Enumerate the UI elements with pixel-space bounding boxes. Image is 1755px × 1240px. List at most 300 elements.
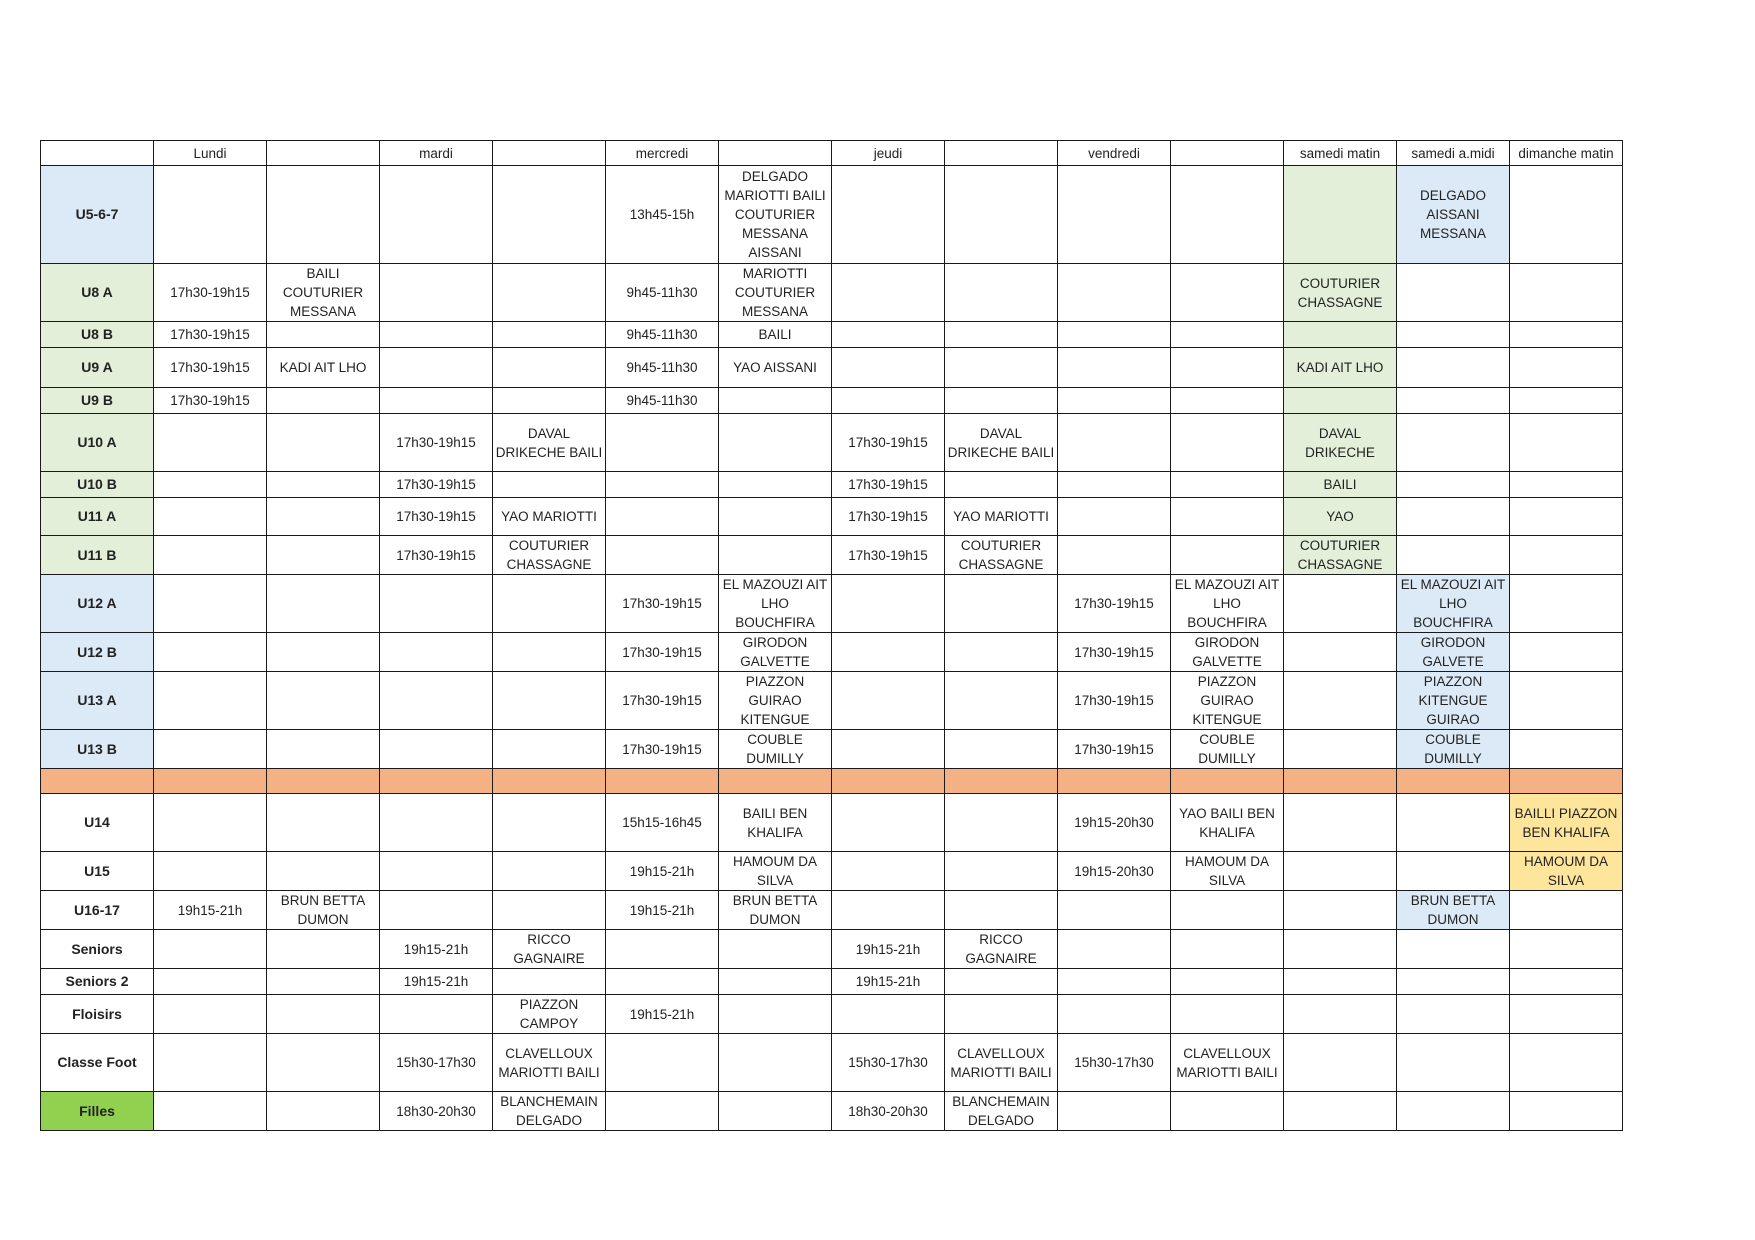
schedule-cell: DAVAL DRIKECHE: [1284, 414, 1397, 472]
team-label: U9 B: [41, 388, 154, 414]
schedule-cell: [154, 575, 267, 633]
schedule-cell: GIRODON GALVETTE: [719, 633, 832, 672]
schedule-cell: 19h15-21h: [606, 852, 719, 891]
schedule-cell: 19h15-21h: [380, 930, 493, 969]
schedule-cell: 18h30-20h30: [380, 1092, 493, 1131]
schedule-cell: [945, 633, 1058, 672]
schedule-cell: [154, 633, 267, 672]
schedule-cell: [267, 794, 380, 852]
schedule-cell: RICCO GAGNAIRE: [493, 930, 606, 969]
schedule-cell: EL MAZOUZI AIT LHO BOUCHFIRA: [719, 575, 832, 633]
schedule-cell: 17h30-19h15: [606, 730, 719, 769]
schedule-cell: [719, 498, 832, 536]
team-label: U10 B: [41, 472, 154, 498]
schedule-cell: [719, 969, 832, 995]
schedule-cell: [606, 969, 719, 995]
table-row: [41, 1034, 1623, 1092]
schedule-cell: BAILI: [1284, 472, 1397, 498]
schedule-cell: 17h30-19h15: [606, 672, 719, 730]
column-header: jeudi: [832, 141, 945, 166]
schedule-cell: 9h45-11h30: [606, 264, 719, 322]
schedule-cell: [1284, 995, 1397, 1034]
schedule-cell: [832, 995, 945, 1034]
schedule-cell: [1284, 930, 1397, 969]
schedule-cell: [945, 769, 1058, 794]
schedule-cell: [1510, 891, 1623, 930]
schedule-cell: [945, 575, 1058, 633]
schedule-cell: [1171, 930, 1284, 969]
schedule-cell: [267, 414, 380, 472]
schedule-cell: [1510, 472, 1623, 498]
schedule-cell: [267, 322, 380, 348]
schedule-cell: [267, 995, 380, 1034]
table-row: [41, 794, 1623, 852]
schedule-cell: [1510, 930, 1623, 969]
schedule-cell: [267, 536, 380, 575]
schedule-cell: [1510, 1034, 1623, 1092]
schedule-cell: [719, 1092, 832, 1131]
schedule-cell: [1397, 930, 1510, 969]
schedule-cell: 17h30-19h15: [380, 536, 493, 575]
schedule-cell: [1397, 769, 1510, 794]
schedule-cell: [1510, 388, 1623, 414]
schedule-cell: 17h30-19h15: [154, 348, 267, 388]
schedule-cell: [493, 166, 606, 264]
schedule-cell: [832, 891, 945, 930]
schedule-cell: BAILI COUTURIER MESSANA: [267, 264, 380, 322]
schedule-cell: [1510, 730, 1623, 769]
schedule-cell: [1058, 388, 1171, 414]
schedule-cell: [832, 852, 945, 891]
schedule-cell: BLANCHEMAIN DELGADO: [945, 1092, 1058, 1131]
schedule-cell: [1058, 891, 1171, 930]
schedule-cell: [1058, 995, 1171, 1034]
schedule-cell: CLAVELLOUX MARIOTTI BAILI: [493, 1034, 606, 1092]
schedule-cell: 17h30-19h15: [1058, 633, 1171, 672]
schedule-cell: [154, 414, 267, 472]
schedule-cell: 17h30-19h15: [380, 414, 493, 472]
schedule-cell: 9h45-11h30: [606, 348, 719, 388]
schedule-cell: [1171, 769, 1284, 794]
column-header: Lundi: [154, 141, 267, 166]
schedule-cell: [719, 414, 832, 472]
schedule-cell: RICCO GAGNAIRE: [945, 930, 1058, 969]
schedule-cell: [267, 472, 380, 498]
schedule-cell: [1284, 388, 1397, 414]
schedule-cell: YAO: [1284, 498, 1397, 536]
schedule-cell: [267, 388, 380, 414]
schedule-cell: BRUN BETTA DUMON: [1397, 891, 1510, 930]
schedule-cell: [719, 472, 832, 498]
schedule-cell: [1510, 672, 1623, 730]
schedule-cell: [493, 575, 606, 633]
schedule-cell: [1284, 852, 1397, 891]
schedule-cell: COUBLE DUMILLY: [1171, 730, 1284, 769]
schedule-cell: [945, 794, 1058, 852]
schedule-cell: [493, 852, 606, 891]
schedule-cell: [945, 322, 1058, 348]
team-label: U11 A: [41, 498, 154, 536]
schedule-cell: YAO AISSANI: [719, 348, 832, 388]
schedule-cell: HAMOUM DA SILVA: [1510, 852, 1623, 891]
schedule-cell: BRUN BETTA DUMON: [719, 891, 832, 930]
team-label: U16-17: [41, 891, 154, 930]
table-row: [41, 166, 1623, 264]
schedule-cell: YAO MARIOTTI: [493, 498, 606, 536]
schedule-cell: [154, 166, 267, 264]
schedule-cell: 17h30-19h15: [154, 322, 267, 348]
team-label: U8 B: [41, 322, 154, 348]
schedule-cell: HAMOUM DA SILVA: [1171, 852, 1284, 891]
schedule-cell: [1284, 575, 1397, 633]
schedule-cell: [267, 930, 380, 969]
schedule-cell: 17h30-19h15: [1058, 672, 1171, 730]
schedule-cell: [606, 472, 719, 498]
schedule-cell: COUTURIER CHASSAGNE: [493, 536, 606, 575]
schedule-cell: [1171, 322, 1284, 348]
schedule-cell: 19h15-20h30: [1058, 852, 1171, 891]
schedule-cell: CLAVELLOUX MARIOTTI BAILI: [1171, 1034, 1284, 1092]
schedule-cell: [154, 1034, 267, 1092]
table-row: [41, 730, 1623, 769]
schedule-cell: 17h30-19h15: [606, 633, 719, 672]
schedule-cell: [1510, 1092, 1623, 1131]
schedule-cell: [1510, 348, 1623, 388]
schedule-cell: 19h15-21h: [832, 969, 945, 995]
schedule-cell: 17h30-19h15: [154, 388, 267, 414]
schedule-cell: [1510, 769, 1623, 794]
schedule-cell: [1397, 322, 1510, 348]
schedule-cell: [606, 1092, 719, 1131]
schedule-cell: DELGADO MARIOTTI BAILI COUTURIER MESSANA AISSANI: [719, 166, 832, 264]
schedule-cell: [380, 672, 493, 730]
schedule-cell: 17h30-19h15: [380, 498, 493, 536]
schedule-cell: [832, 769, 945, 794]
schedule-cell: [1510, 633, 1623, 672]
schedule-cell: [606, 414, 719, 472]
column-header: [719, 141, 832, 166]
schedule-cell: [606, 536, 719, 575]
schedule-cell: [493, 891, 606, 930]
schedule-cell: [1284, 322, 1397, 348]
table-row: [41, 633, 1623, 672]
column-header: [41, 141, 154, 166]
schedule-cell: [380, 891, 493, 930]
schedule-cell: [1058, 930, 1171, 969]
schedule-cell: [380, 264, 493, 322]
team-label: Filles: [41, 1092, 154, 1131]
column-header: [267, 141, 380, 166]
schedule-cell: YAO MARIOTTI: [945, 498, 1058, 536]
schedule-cell: [380, 633, 493, 672]
schedule-cell: [1284, 633, 1397, 672]
table-row: [41, 969, 1623, 995]
schedule-cell: GIRODON GALVETE: [1397, 633, 1510, 672]
schedule-cell: [154, 536, 267, 575]
schedule-cell: [1397, 794, 1510, 852]
schedule-cell: [154, 769, 267, 794]
schedule-cell: [1171, 536, 1284, 575]
schedule-cell: 15h15-16h45: [606, 794, 719, 852]
column-header: samedi matin: [1284, 141, 1397, 166]
schedule-cell: [1397, 1092, 1510, 1131]
schedule-cell: [945, 348, 1058, 388]
schedule-cell: [606, 769, 719, 794]
team-label: U8 A: [41, 264, 154, 322]
schedule-cell: [1397, 414, 1510, 472]
schedule-cell: [945, 166, 1058, 264]
schedule-cell: BRUN BETTA DUMON: [267, 891, 380, 930]
schedule-cell: [719, 536, 832, 575]
table-row: [41, 575, 1623, 633]
schedule-cell: [493, 672, 606, 730]
training-schedule-table: [40, 140, 1623, 1131]
schedule-cell: HAMOUM DA SILVA: [719, 852, 832, 891]
column-header: dimanche matin: [1510, 141, 1623, 166]
team-label: [41, 769, 154, 794]
schedule-cell: [154, 472, 267, 498]
schedule-cell: DELGADO AISSANI MESSANA: [1397, 166, 1510, 264]
schedule-cell: [1058, 1092, 1171, 1131]
schedule-cell: [1058, 769, 1171, 794]
schedule-cell: 17h30-19h15: [1058, 575, 1171, 633]
schedule-cell: [1510, 264, 1623, 322]
schedule-cell: PIAZZON GUIRAO KITENGUE: [1171, 672, 1284, 730]
column-header: mercredi: [606, 141, 719, 166]
schedule-cell: 19h15-21h: [154, 891, 267, 930]
schedule-cell: [267, 769, 380, 794]
schedule-cell: EL MAZOUZI AIT LHO BOUCHFIRA: [1397, 575, 1510, 633]
schedule-cell: [380, 322, 493, 348]
schedule-cell: [832, 388, 945, 414]
schedule-cell: [1171, 1092, 1284, 1131]
schedule-cell: [380, 730, 493, 769]
schedule-cell: [1171, 388, 1284, 414]
schedule-cell: [1058, 536, 1171, 575]
schedule-cell: 19h15-21h: [832, 930, 945, 969]
separator-row: [41, 769, 1623, 794]
schedule-cell: PIAZZON GUIRAO KITENGUE: [719, 672, 832, 730]
schedule-cell: [945, 969, 1058, 995]
schedule-cell: DAVAL DRIKECHE BAILI: [945, 414, 1058, 472]
schedule-cell: COUBLE DUMILLY: [719, 730, 832, 769]
schedule-cell: YAO BAILI BEN KHALIFA: [1171, 794, 1284, 852]
table-row: [41, 264, 1623, 322]
table-row: [41, 348, 1623, 388]
schedule-cell: 13h45-15h: [606, 166, 719, 264]
schedule-cell: [832, 794, 945, 852]
schedule-cell: BLANCHEMAIN DELGADO: [493, 1092, 606, 1131]
schedule-cell: [1510, 166, 1623, 264]
schedule-cell: [1397, 264, 1510, 322]
schedule-cell: [1397, 1034, 1510, 1092]
schedule-cell: 19h15-20h30: [1058, 794, 1171, 852]
schedule-cell: [945, 995, 1058, 1034]
schedule-cell: [267, 575, 380, 633]
schedule-cell: [832, 633, 945, 672]
schedule-cell: [1058, 166, 1171, 264]
schedule-cell: [832, 575, 945, 633]
schedule-cell: [945, 730, 1058, 769]
schedule-cell: [945, 891, 1058, 930]
schedule-cell: [154, 498, 267, 536]
column-header: [493, 141, 606, 166]
team-label: U12 B: [41, 633, 154, 672]
schedule-cell: [832, 322, 945, 348]
schedule-cell: COUTURIER CHASSAGNE: [945, 536, 1058, 575]
schedule-cell: [380, 388, 493, 414]
table-row: [41, 536, 1623, 575]
schedule-cell: [380, 348, 493, 388]
table-row: [41, 322, 1623, 348]
schedule-cell: 17h30-19h15: [380, 472, 493, 498]
schedule-cell: BAILI: [719, 322, 832, 348]
schedule-cell: [493, 969, 606, 995]
schedule-cell: [832, 166, 945, 264]
schedule-cell: EL MAZOUZI AIT LHO BOUCHFIRA: [1171, 575, 1284, 633]
team-label: U13 A: [41, 672, 154, 730]
schedule-cell: [380, 166, 493, 264]
schedule-cell: [380, 852, 493, 891]
schedule-cell: [1510, 498, 1623, 536]
schedule-cell: [154, 730, 267, 769]
schedule-cell: 17h30-19h15: [832, 414, 945, 472]
schedule-cell: [1171, 498, 1284, 536]
table-row: [41, 672, 1623, 730]
schedule-cell: [1284, 672, 1397, 730]
table-row: [41, 995, 1623, 1034]
column-header: vendredi: [1058, 141, 1171, 166]
header-row: [41, 141, 1623, 166]
table-row: [41, 852, 1623, 891]
team-label: Floisirs: [41, 995, 154, 1034]
schedule-cell: [1171, 264, 1284, 322]
schedule-cell: [1397, 969, 1510, 995]
schedule-cell: [1510, 414, 1623, 472]
schedule-cell: [945, 672, 1058, 730]
schedule-cell: [1284, 1034, 1397, 1092]
schedule-cell: 17h30-19h15: [1058, 730, 1171, 769]
schedule-cell: [1284, 891, 1397, 930]
schedule-cell: [493, 633, 606, 672]
schedule-cell: [1510, 969, 1623, 995]
schedule-cell: [267, 633, 380, 672]
schedule-cell: [606, 1034, 719, 1092]
schedule-cell: [493, 794, 606, 852]
schedule-cell: [1397, 536, 1510, 575]
schedule-cell: [832, 672, 945, 730]
schedule-cell: [945, 472, 1058, 498]
schedule-cell: [832, 730, 945, 769]
schedule-cell: [1397, 348, 1510, 388]
schedule-cell: [1058, 264, 1171, 322]
schedule-cell: [945, 264, 1058, 322]
schedule-cell: [267, 1092, 380, 1131]
schedule-cell: [154, 1092, 267, 1131]
schedule-cell: [493, 769, 606, 794]
schedule-cell: [493, 730, 606, 769]
schedule-cell: 15h30-17h30: [1058, 1034, 1171, 1092]
schedule-cell: [719, 995, 832, 1034]
schedule-cell: [267, 166, 380, 264]
table-row: [41, 388, 1623, 414]
schedule-cell: [1171, 472, 1284, 498]
schedule-cell: [380, 794, 493, 852]
schedule-cell: [1510, 995, 1623, 1034]
schedule-cell: [380, 995, 493, 1034]
schedule-cell: [267, 969, 380, 995]
schedule-cell: 18h30-20h30: [832, 1092, 945, 1131]
schedule-cell: MARIOTTI COUTURIER MESSANA: [719, 264, 832, 322]
team-label: U10 A: [41, 414, 154, 472]
schedule-cell: [154, 969, 267, 995]
schedule-cell: [945, 852, 1058, 891]
schedule-cell: [832, 264, 945, 322]
schedule-cell: [154, 672, 267, 730]
column-header: samedi a.midi: [1397, 141, 1510, 166]
schedule-cell: [945, 388, 1058, 414]
schedule-cell: [1284, 969, 1397, 995]
schedule-cell: DAVAL DRIKECHE BAILI: [493, 414, 606, 472]
table-row: [41, 414, 1623, 472]
schedule-cell: [1397, 472, 1510, 498]
schedule-cell: 19h15-21h: [380, 969, 493, 995]
schedule-cell: 19h15-21h: [606, 891, 719, 930]
schedule-cell: [1397, 498, 1510, 536]
schedule-cell: PIAZZON CAMPOY: [493, 995, 606, 1034]
schedule-cell: [1058, 414, 1171, 472]
schedule-cell: [267, 730, 380, 769]
schedule-cell: [719, 1034, 832, 1092]
schedule-cell: [1171, 891, 1284, 930]
team-label: U5-6-7: [41, 166, 154, 264]
schedule-cell: [1171, 348, 1284, 388]
schedule-cell: [1171, 414, 1284, 472]
schedule-cell: KADI AIT LHO: [1284, 348, 1397, 388]
schedule-cell: [719, 388, 832, 414]
schedule-cell: 19h15-21h: [606, 995, 719, 1034]
schedule-cell: [380, 575, 493, 633]
schedule-cell: 17h30-19h15: [832, 536, 945, 575]
schedule-cell: COUBLE DUMILLY: [1397, 730, 1510, 769]
schedule-cell: [493, 348, 606, 388]
team-label: U14: [41, 794, 154, 852]
schedule-cell: [493, 322, 606, 348]
team-label: Classe Foot: [41, 1034, 154, 1092]
schedule-cell: [719, 769, 832, 794]
column-header: [1171, 141, 1284, 166]
schedule-cell: [267, 852, 380, 891]
schedule-cell: 15h30-17h30: [380, 1034, 493, 1092]
schedule-cell: GIRODON GALVETTE: [1171, 633, 1284, 672]
table-row: [41, 930, 1623, 969]
schedule-cell: [1058, 969, 1171, 995]
schedule-cell: [267, 1034, 380, 1092]
team-label: U13 B: [41, 730, 154, 769]
schedule-cell: [1397, 852, 1510, 891]
schedule-cell: [1058, 472, 1171, 498]
schedule-cell: [1397, 388, 1510, 414]
schedule-cell: COUTURIER CHASSAGNE: [1284, 264, 1397, 322]
table-row: [41, 498, 1623, 536]
schedule-cell: [154, 930, 267, 969]
schedule-cell: [1171, 969, 1284, 995]
table-row: [41, 472, 1623, 498]
schedule-cell: [832, 348, 945, 388]
team-label: U9 A: [41, 348, 154, 388]
schedule-cell: [1397, 995, 1510, 1034]
column-header: mardi: [380, 141, 493, 166]
